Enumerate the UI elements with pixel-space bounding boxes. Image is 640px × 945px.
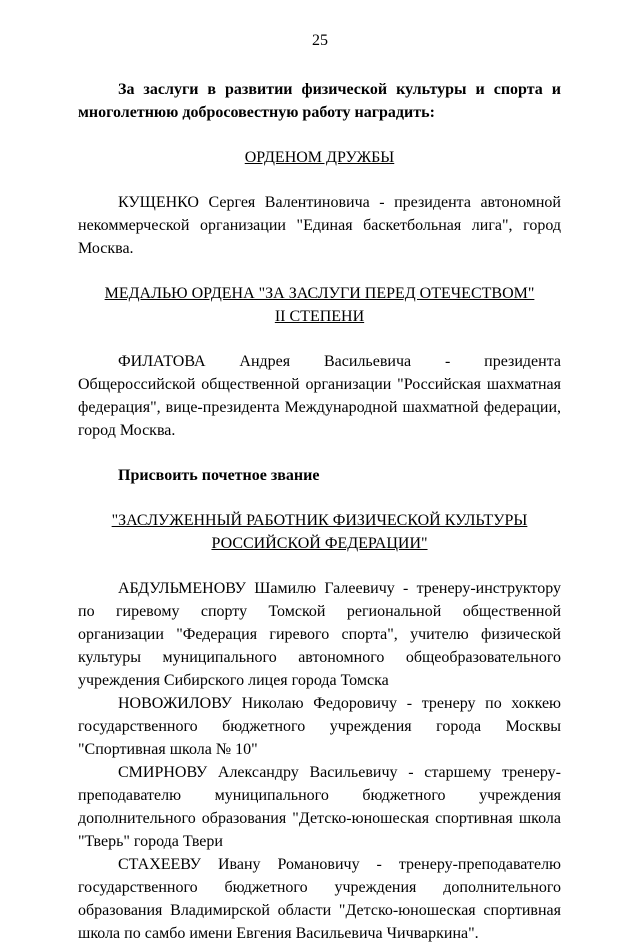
award-heading-medal <box>78 282 561 328</box>
title-heading <box>78 509 561 555</box>
award-heading-line: ОРДЕНОМ ДРУЖБЫ <box>244 149 395 166</box>
document-body <box>78 78 561 945</box>
title-heading-line: "ЗАСЛУЖЕННЫЙ РАБОТНИК ФИЗИЧЕСКОЙ КУЛЬТУРЫ <box>111 512 528 529</box>
title-recipient-abdulmenov: АБДУЛЬМЕНОВУ Шамилю Галеевичу - тренеру-инструктору по гиревому спорту Томской региональной общественной организации "Федерация гиревого спорта", учителю физической культуры муниципального автономного общеобразовательного учреждения Сибирского лицея города Томска <box>78 580 561 689</box>
title-recipient-novozhilov: НОВОЖИЛОВУ Николаю Федоровичу - тренеру по хоккею государственного бюджетного учреждения города Москвы "Спортивная школа № 10" <box>78 695 561 758</box>
award-heading-line: II СТЕПЕНИ <box>274 308 365 325</box>
title-recipient-stakheev: СТАХЕЕВУ Ивану Романовичу - тренеру-преподавателю государственного бюджетного учреждения дополнительного образования Владимирской области "Детско-юношеская спортивная школа по самбо имени Евгения Васильевича Чичваркина". <box>78 856 561 942</box>
award-heading-order-of-friendship <box>78 146 561 169</box>
award-intro: За заслуги в развитии физической культуры и спорта и многолетнюю добросовестную работу наградить: <box>78 81 561 121</box>
page-number: 25 <box>312 32 328 49</box>
title-recipient-smirnov: СМИРНОВУ Александру Васильевичу - старшему тренеру-преподавателю муниципального бюджетного учреждения дополнительного образования "Детско-юношеская спортивная школа "Тверь" города Твери <box>78 764 561 850</box>
award-recipient-kushchenko: КУЩЕНКО Сергея Валентиновича - президента автономной некоммерческой организации "Единая баскетбольная лига", город Москва. <box>78 194 561 257</box>
title-intro: Присвоить почетное звание <box>118 467 320 484</box>
award-heading-line: МЕДАЛЬЮ ОРДЕНА "ЗА ЗАСЛУГИ ПЕРЕД ОТЕЧЕСТВОМ" <box>104 285 535 302</box>
award-recipient-filatov: ФИЛАТОВА Андрея Васильевича - президента Общероссийской общественной организации "Российская шахматная федерация", вице-президента Международной шахматной федерации, город Москва. <box>78 353 561 439</box>
title-heading-line: РОССИЙСКОЙ ФЕДЕРАЦИИ" <box>211 535 428 552</box>
